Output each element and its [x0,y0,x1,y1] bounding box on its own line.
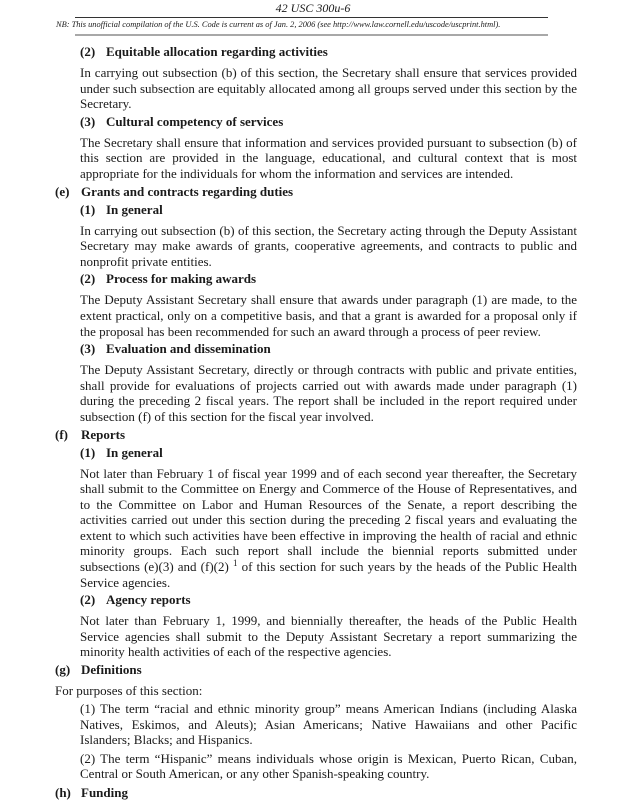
paragraph-heading-d2 [0,44,626,62]
subsection-heading-g [0,662,626,680]
page-header-title: 42 USC 300u-6 [275,1,351,15]
paragraph-title: Process for making awards [106,271,257,287]
paragraph-title: Evaluation and dissemination [106,341,271,357]
paragraph-title: In general [106,201,163,217]
subsection-letter: (h) [55,785,71,800]
paragraph-text: Not later than February 1 of fiscal year 1999 and of each second year thereafter, the Secretary shall submit to the Committee on Energy and Commerce of the House of Representatives, and to the Committee on Labor and Human Resources of the Senate, a report describing the activities carried out under this section during the preceding 2 fiscal years and evaluating the extent to which such activities have been effective in improving the health of racial and ethnic minority groups. Each such report shall include the biennial reports submitted under subsections (e)(3) and (f)(2) [80,465,577,575]
paragraph-heading-f2 [0,592,626,610]
paragraph-heading-e2 [0,271,626,289]
paragraph-text-d2: In carrying out subsection (b) of this section, the Secretary shall ensure that services provided under such subsection are equitably allocated among all groups served under this section by the Secretary. [80,65,577,112]
header-rule [75,17,548,18]
subsection-heading-f [0,427,626,445]
paragraph-number: (3) [80,341,96,357]
paragraph-title: Agency reports [106,592,191,608]
paragraph-number: (2) [80,44,96,59]
paragraph-heading-e3 [0,341,626,359]
subsection-heading-e [0,184,626,202]
subsection-title: Definitions [81,662,142,678]
paragraph-text-e1: In carrying out subsection (b) of this section, the Secretary acting through the Deputy Assistant Secretary may make awards of grants, cooperative agreements, and contracts to public and nonprofit private entities. [80,222,577,269]
paragraph-title: In general [106,444,163,460]
subsection-title: Grants and contracts regarding duties [81,183,294,199]
paragraph-text-d3: The Secretary shall ensure that information and services provided pursuant to subsection (b) of this section are provided in the language, educational, and cultural context that is most appropriate for the individuals for whom the information and services are intended. [80,134,577,181]
paragraph-number: (1) [80,201,96,217]
paragraph-heading-d3 [0,114,626,132]
subsection-letter: (e) [55,183,70,199]
paragraph-text-e3: The Deputy Assistant Secretary, directly or through contracts with public and private entities, shall provide for evaluations of projects carried out with awards made under paragraph (1) during the preceding 2 fiscal years. The report shall be included in the report required under subsection (f) of this section for the fiscal year involved. [80,362,577,424]
paragraph-number: (2) [80,592,96,608]
paragraph-title: Equitable allocation regarding activities [106,44,328,59]
definition-1: (1) The term “racial and ethnic minority group” means American Indians (including Alaska Natives, Eskimos, and Aleuts); Asian Americans; Native Hawaiians and other Pacific Islanders; Blacks; and Hispanics. [80,701,577,748]
subsection-title: Funding [81,785,128,800]
paragraph-title: Cultural competency of services [106,113,284,129]
compilation-note: NB: This unofficial compilation of the U.S. Code is current as of Jan. 2, 2006 (see http://www.law.cornell.edu/uscode/uscprint.html). [56,20,501,29]
document-body [0,44,626,803]
definition-2: (2) The term “Hispanic” means individuals whose origin is Mexican, Puerto Rican, Cuban, Central or South American, or any other Spanish-speaking country. [80,750,577,782]
subsection-letter: (f) [55,426,68,442]
subsection-letter: (g) [55,662,71,678]
footnote-reference[interactable]: 1 [232,558,238,569]
subsection-title: Reports [81,426,126,442]
paragraph-heading-f1 [0,445,626,463]
definitions-lead-in: For purposes of this section: [55,683,203,699]
paragraph-number: (1) [80,444,96,460]
paragraph-heading-e1 [0,202,626,220]
subsection-heading-h [0,785,626,803]
paragraph-text-f1 [0,466,577,591]
paragraph-number: (2) [80,271,96,287]
header-gray-rule [75,34,548,36]
paragraph-text-f2: Not later than February 1, 1999, and biennially thereafter, the heads of the Public Health Service agencies shall submit to the Deputy Assistant Secretary a report summarizing the minority health activities of each of the respective agencies. [80,613,577,660]
paragraph-text: of this section for such years by the heads of the Public Health Service agencies. [80,559,577,590]
paragraph-number: (3) [80,113,96,129]
paragraph-text-e2: The Deputy Assistant Secretary shall ensure that awards under paragraph (1) are made, to the extent practical, only on a competitive basis, and that a grant is awarded for a proposal only if the proposal has been recommended for such an award through a process of peer review. [80,292,577,339]
